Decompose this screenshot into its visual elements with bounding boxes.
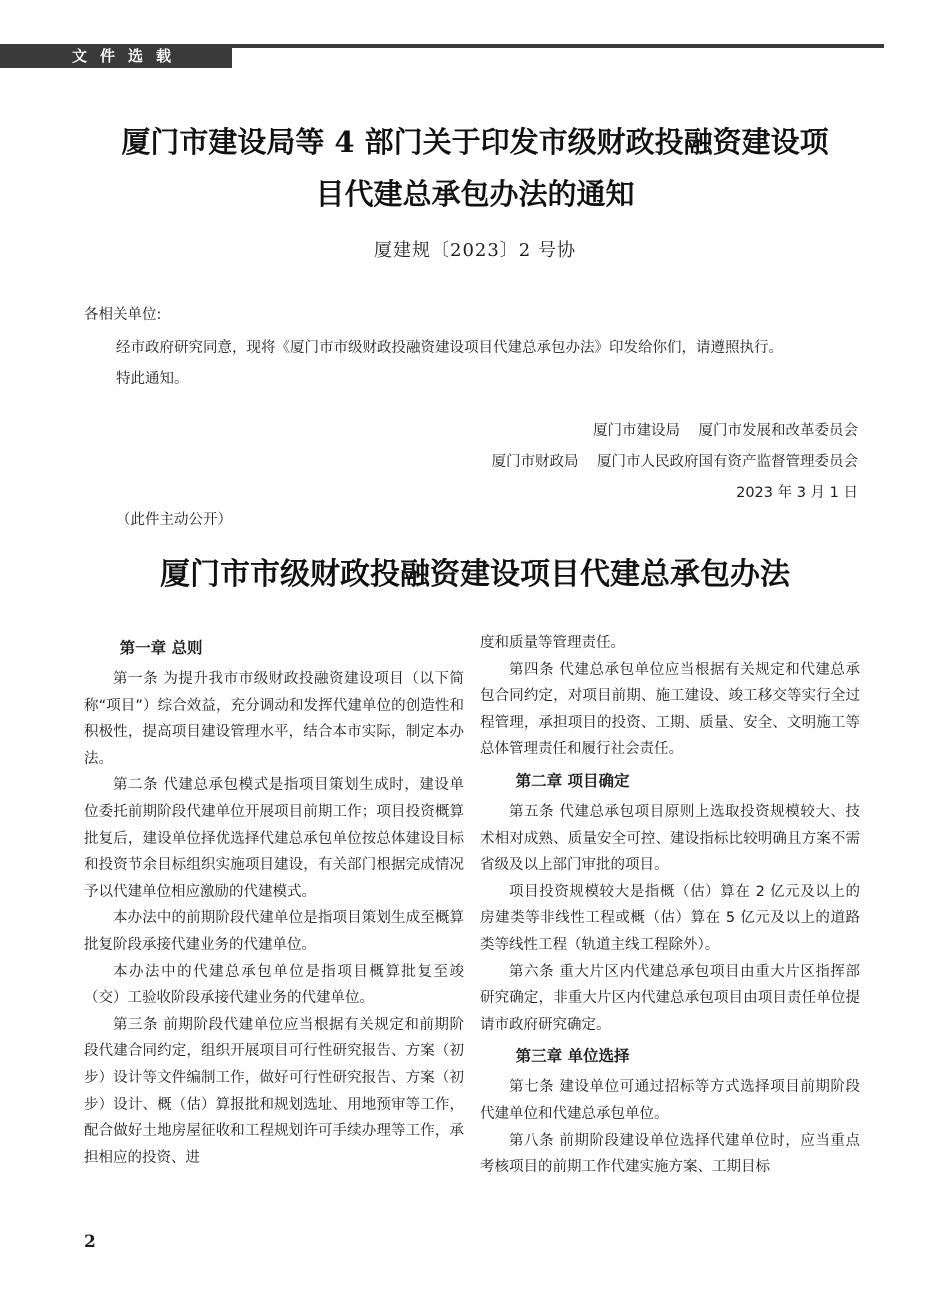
notice-title-line2: 目代建总承包办法的通知: [315, 177, 635, 211]
left-column: [84, 630, 464, 1171]
article-paragraph: 项目投资规模较大是指概（估）算在 2 亿元及以上的房建类等非线性工程或概（估）算在 5 亿元及以上的道路类等线性工程（轨道主线工程除外）。: [480, 883, 860, 953]
article-paragraph: 第二条 代建总承包模式是指项目策划生成时，建设单位委托前期阶段代建单位开展项目前期工作；项目投资概算批复后，建设单位择优选择代建总承包单位按总体建设目标和投资节余目标组织实施项目建设，有关部门根据完成情况予以代建单位相应激励的代建模式。: [84, 777, 464, 900]
article-paragraph: 本办法中的前期阶段代建单位是指项目策划生成至概算批复阶段承接代建业务的代建单位。: [84, 910, 464, 953]
notice-title: [60, 116, 890, 220]
issue-date: 2023 年 3 月 1 日: [736, 485, 858, 501]
article-paragraph: 第八条 前期阶段建设单位选择代建单位时，应当重点考核项目的前期工作代建实施方案、工期目标: [480, 1132, 860, 1176]
signatory-line-1: 厦门市建设局 厦门市发展和改革委员会: [593, 423, 858, 439]
chapter-heading: 第一章 总则: [119, 639, 203, 657]
signatory-line-2: 厦门市财政局 厦门市人民政府国有资产监督管理委员会: [491, 454, 858, 470]
article-paragraph: 本办法中的代建总承包单位是指项目概算批复至竣（交）工验收阶段承接代建业务的代建单位。: [84, 963, 464, 1007]
section-label: 文件选载: [72, 47, 185, 65]
notice-closing: 特此通知。: [116, 371, 189, 387]
header-rule: [232, 44, 884, 48]
article-paragraph: 第四条 代建总承包单位应当根据有关规定和代建总承包合同约定，对项目前期、施工建设、竣工移交等实行全过程管理，承担项目的投资、工期、质量、安全、文明施工等总体管理责任和履行社会责任。: [480, 661, 860, 758]
notice-paragraph: 经市政府研究同意，现将《厦门市市级财政投融资建设项目代建总承包办法》印发给你们，请遵照执行。: [116, 340, 783, 356]
document-number: 厦建规〔2023〕2 号协: [374, 240, 576, 261]
right-column: [480, 630, 860, 1181]
notice-title-line1: 厦门市建设局等 4 部门关于印发市级财政投融资建设项: [121, 125, 829, 159]
article-continuation: 度和质量等管理责任。: [480, 635, 625, 651]
chapter-heading: 第二章 项目确定: [515, 771, 630, 790]
measures-title: 厦门市市级财政投融资建设项目代建总承包办法: [160, 557, 790, 592]
section-header-bar: [0, 44, 884, 68]
article-paragraph: 第三条 前期阶段代建单位应当根据有关规定和前期阶段代建合同约定，组织开展项目可行性研究报告、方案（初步）设计等文件编制工作，做好可行性研究报告、方案（初步）设计、概（估）算报批和规划选址、用地预审等工作，配合做好土地房屋征收和工程规划许可手续办理等工作，承担相应的投资、进: [84, 1016, 464, 1166]
addressee: 各相关单位:: [84, 307, 162, 323]
page-number: 2: [84, 1232, 96, 1252]
public-note: （此件主动公开）: [116, 512, 232, 528]
article-paragraph: 第一条 为提升我市市级财政投融资建设项目（以下简称“项目”）综合效益，充分调动和发挥代建单位的创造性和积极性，提高项目建设管理水平，结合本市实际，制定本办法。: [84, 671, 464, 767]
article-paragraph: 第七条 建设单位可通过招标等方式选择项目前期阶段代建单位和代建总承包单位。: [480, 1079, 860, 1122]
article-paragraph: 第五条 代建总承包项目原则上选取投资规模较大、技术相对成熟、质量安全可控、建设指标比较明确且方案不需省级及以上部门审批的项目。: [480, 803, 860, 874]
article-paragraph: 第六条 重大片区内代建总承包项目由重大片区指挥部研究确定，非重大片区内代建总承包项目由项目责任单位提请市政府研究确定。: [480, 963, 860, 1033]
chapter-heading: 第三章 单位选择: [515, 1047, 630, 1066]
